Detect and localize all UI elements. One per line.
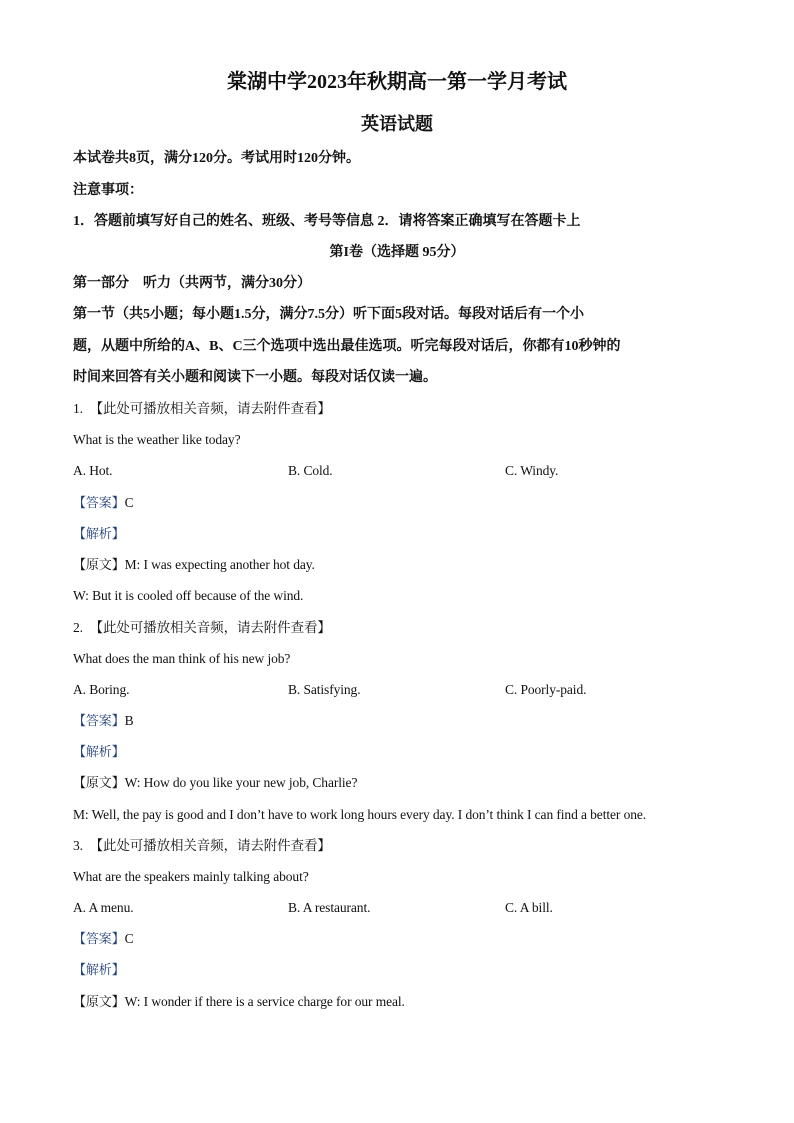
original-text: M: I was expecting another hot day. bbox=[124, 557, 315, 572]
original-text: W: How do you like your new job, Charlie? bbox=[124, 775, 358, 790]
exam-subtitle: 英语试题 bbox=[361, 114, 433, 134]
question-2-answer bbox=[73, 712, 134, 731]
question-2-text: What does the man think of his new job? bbox=[73, 651, 291, 666]
section-instructions-line-3: 时间来回答有关小题和阅读下一小题。每段对话仅读一遍。 bbox=[73, 370, 437, 385]
analysis-label: 【解析】 bbox=[73, 527, 125, 542]
question-1-option-a: A. Hot. bbox=[73, 463, 113, 478]
section-instructions-line-1: 第一节（共5小题；每小题1.5分，满分7.5分）听下面5段对话。每段对话后有一个小 bbox=[73, 307, 584, 322]
exam-title: 棠湖中学2023年秋期高一第一学月考试 bbox=[227, 71, 567, 93]
answer-value: C bbox=[124, 495, 134, 510]
question-3-original-1 bbox=[73, 993, 405, 1012]
question-1-answer bbox=[73, 494, 134, 513]
question-1-option-b: B. Cold. bbox=[288, 463, 333, 478]
exam-info: 本试卷共8页，满分120分。考试用时120分钟。 bbox=[73, 151, 360, 166]
question-2-original-1 bbox=[73, 774, 357, 793]
analysis-label: 【解析】 bbox=[73, 963, 125, 978]
question-3-answer bbox=[73, 930, 134, 949]
question-1-header: 1. 【此处可播放相关音频，请去附件查看】 bbox=[73, 401, 331, 416]
question-3-header: 3. 【此处可播放相关音频，请去附件查看】 bbox=[73, 838, 331, 853]
question-2-analysis bbox=[73, 743, 125, 762]
question-3-analysis bbox=[73, 961, 125, 980]
answer-value: B bbox=[124, 713, 134, 728]
question-1-text: What is the weather like today? bbox=[73, 432, 241, 447]
question-2-option-a: A. Boring. bbox=[73, 682, 130, 697]
question-1-original-2: W: But it is cooled off because of the wind. bbox=[73, 588, 304, 603]
question-3-option-b: B. A restaurant. bbox=[288, 900, 371, 915]
section-instructions-line-2: 题，从题中所给的A、B、C三个选项中选出最佳选项。听完每段对话后，你都有10秒钟的 bbox=[73, 339, 621, 354]
question-1-option-c: C. Windy. bbox=[505, 463, 559, 478]
answer-label: 【答案】 bbox=[73, 714, 125, 729]
question-2-header: 2. 【此处可播放相关音频，请去附件查看】 bbox=[73, 620, 331, 635]
original-label: 【原文】 bbox=[73, 776, 125, 791]
question-1-original-1 bbox=[73, 556, 315, 575]
notice-item: 1．答题前填写好自己的姓名、班级、考号等信息 2．请将答案正确填写在答题卡上 bbox=[73, 214, 581, 229]
question-1-analysis bbox=[73, 525, 125, 544]
answer-label: 【答案】 bbox=[73, 496, 125, 511]
original-label: 【原文】 bbox=[73, 558, 125, 573]
part-heading: 第一部分 听力（共两节，满分30分） bbox=[73, 276, 311, 291]
question-3-text: What are the speakers mainly talking about? bbox=[73, 869, 309, 884]
question-3-option-a: A. A menu. bbox=[73, 900, 134, 915]
analysis-label: 【解析】 bbox=[73, 745, 125, 760]
volume-heading: 第I卷（选择题 95分） bbox=[329, 245, 465, 260]
answer-value: C bbox=[124, 931, 134, 946]
question-2-option-c: C. Poorly-paid. bbox=[505, 682, 587, 697]
original-label: 【原文】 bbox=[73, 995, 125, 1010]
answer-label: 【答案】 bbox=[73, 932, 125, 947]
notice-title: 注意事项： bbox=[73, 183, 143, 198]
question-2-option-b: B. Satisfying. bbox=[288, 682, 361, 697]
question-2-original-2: M: Well, the pay is good and I don’t have to work long hours every day. I don’t think I can find a better one. bbox=[73, 807, 647, 822]
question-3-option-c: C. A bill. bbox=[505, 900, 553, 915]
original-text: W: I wonder if there is a service charge for our meal. bbox=[124, 994, 405, 1009]
